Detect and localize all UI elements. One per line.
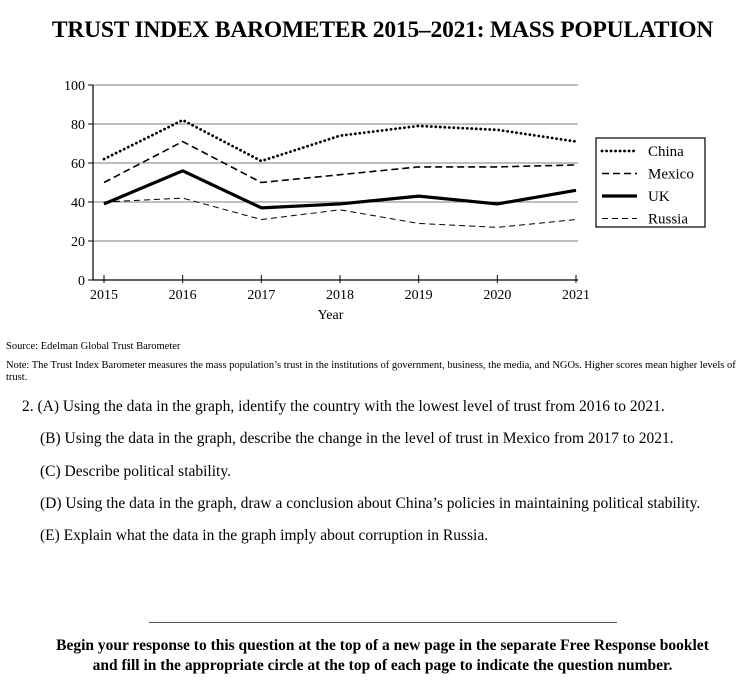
- x-tick-label: 2020: [483, 288, 512, 303]
- chart-title: TRUST INDEX BAROMETER 2015–2021: MASS POPULATION: [51, 17, 714, 43]
- y-tick-label: 40: [71, 196, 85, 211]
- x-tick-label: 2021: [562, 288, 590, 303]
- answer-divider: [149, 622, 617, 623]
- x-tick-label: 2017: [247, 288, 276, 303]
- y-tick-label: 100: [64, 79, 85, 94]
- series-line-mexico: [104, 142, 576, 183]
- y-tick-label: 0: [78, 274, 85, 289]
- question-part-e: (E) Explain what the data in the graph imply about corruption in Russia.: [40, 527, 489, 544]
- legend-label-russia: Russia: [648, 211, 689, 228]
- question-part-c: (C) Describe political stability.: [40, 463, 231, 480]
- legend-label-uk: UK: [648, 189, 670, 205]
- instructions-footer: [0, 636, 749, 676]
- trust-line-chart: [0, 70, 749, 332]
- y-tick-label: 20: [71, 235, 85, 250]
- question-part-b: (B) Using the data in the graph, describe the change in the level of trust in Mexico from 2017 to 2021.: [40, 430, 674, 447]
- x-tick-label: 2015: [90, 288, 118, 303]
- y-tick-label: 60: [71, 157, 85, 172]
- y-tick-label: 80: [71, 118, 85, 133]
- question-part-a: 2. (A) Using the data in the graph, identify the country with the lowest level of trust from 2016 to 2021.: [22, 398, 665, 415]
- instructions-line-1: Begin your response to this question at the top of a new page in the separate Free Response booklet: [56, 637, 709, 654]
- x-tick-label: 2018: [326, 288, 354, 303]
- legend-label-mexico: Mexico: [648, 166, 694, 183]
- source-note: Source: Edelman Global Trust Barometer: [6, 341, 181, 352]
- x-tick-label: 2016: [168, 288, 197, 303]
- legend-label-china: China: [648, 144, 684, 160]
- x-tick-label: 2019: [404, 288, 433, 303]
- series-line-china: [104, 120, 576, 161]
- x-axis-label: Year: [317, 308, 344, 323]
- question-part-d: (D) Using the data in the graph, draw a conclusion about China’s policies in maintaining political stability.: [40, 495, 701, 512]
- instructions-line-2: and fill in the appropriate circle at the top of each page to indicate the question number.: [92, 657, 673, 674]
- chart-note: Note: The Trust Index Barometer measures the mass population’s trust in the institutions of government, business, the media, and NGOs. Higher scores mean higher levels of trust.: [6, 360, 736, 383]
